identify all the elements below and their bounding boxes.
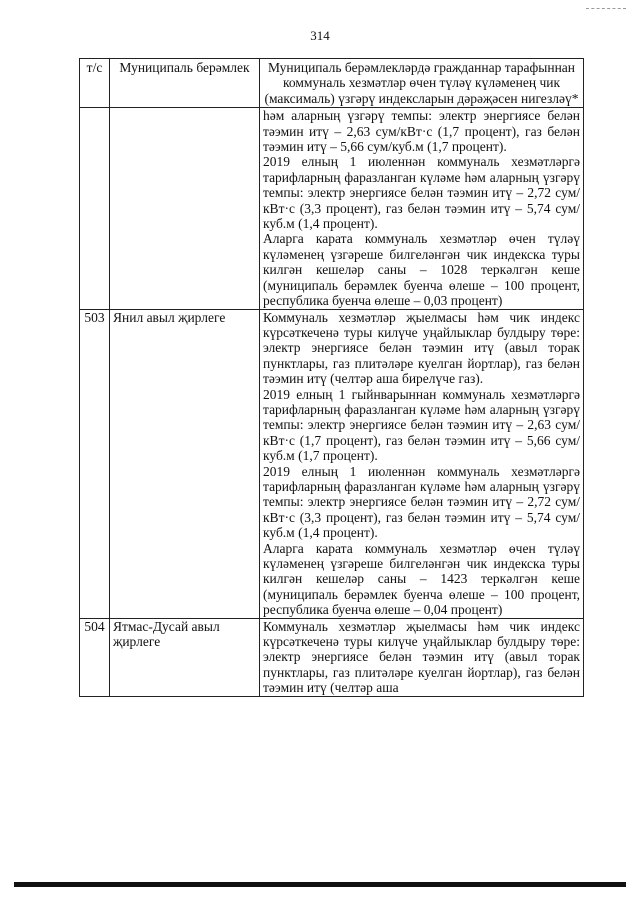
paragraph: Аларга карата коммуналь хезмәтләр өчен түләү күләменең үзгәреше билгеләнгән чик индекска туры килгән кешеләр саны – 1028 теркәлгән кеше (муниципаль берәмлек буенча өлеше – 100 процент, республика буенча өлеше – 0,03 процент) <box>263 231 580 309</box>
table-header-row <box>80 59 584 108</box>
header-num: т/с <box>80 59 110 108</box>
row-num: 503 <box>80 309 110 618</box>
paragraph: 2019 елның 1 июленнән коммуналь хезмәтләргә тарифларның фаразланган күләме һәм аларның үзгәрү темпы: электр энергиясе белән тәэмин итү – 2,72 сум/кВт·с (3,3 процент), газ белән тәэмин итү – 5,74 сум/куб.м (1,4 процент). <box>263 154 580 232</box>
paragraph: 2019 елның 1 гыйнварыннан коммуналь хезмәтләргә тарифларның фаразланган күләме һәм аларның үзгәрү темпы: электр энергиясе белән тәэмин итү – 2,63 сум/кВт·с (1,7 процент), газ белән тәэмин итү – 5,66 сум/куб.м (1,7 процент). <box>263 386 580 464</box>
paragraph: Коммуналь хезмәтләр җыелмасы һәм чик индекс күрсәткеченә туры килүче уңайлыклар булдыру төре: электр энергиясе белән тәэмин итү (авыл торак пунктлары, газ плитәләре куелган йортлар), газ белән тәэмин итү (челтәр аша бирелүче газ). <box>263 309 580 387</box>
paragraph: Коммуналь хезмәтләр җыелмасы һәм чик индекс күрсәткеченә туры килүче уңайлыклар булдыру төре: электр энергиясе белән тәэмин итү (авыл торак пунктлары, газ плитәләре куелган йортлар), газ белән тәэмин итү (челтәр аша <box>263 618 580 696</box>
paragraph: һәм аларның үзгәрү темпы: электр энергиясе белән тәэмин итү – 2,63 сум/кВт·с (1,7 процент), газ белән тәэмин итү – 5,66 сум/куб.м (1,7 процент). <box>263 108 580 155</box>
tariff-index-table <box>79 58 584 697</box>
row-description <box>260 309 584 618</box>
row-description <box>260 108 584 309</box>
row-municipality: Ятмас-Дусай авыл җирлеге <box>110 618 260 696</box>
header-indices: Муниципаль берәмлекләрдә гражданнар тарафыннан коммуналь хезмәтләр өчен түләү күләменең чик (максималь) үзгәрү индексларын дәрәҗәсен нигезләү* <box>260 59 584 108</box>
paragraph: 2019 елның 1 июленнән коммуналь хезмәтләргә тарифларның фаразланган күләме һәм аларның үзгәрү темпы: электр энергиясе белән тәэмин итү – 2,72 сум/кВт·с (3,3 процент), газ белән тәэмин итү – 5,74 сум/куб.м (1,4 процент). <box>263 463 580 541</box>
table-row <box>80 108 584 309</box>
row-municipality <box>110 108 260 309</box>
bottom-border <box>14 882 626 887</box>
page-number: 314 <box>310 28 330 43</box>
row-num: 504 <box>80 618 110 696</box>
header-municipality: Муниципаль берәмлек <box>110 59 260 108</box>
row-description <box>260 618 584 696</box>
row-municipality: Янил авыл җирлеге <box>110 309 260 618</box>
paragraph: Аларга карата коммуналь хезмәтләр өчен түләү күләменең үзгәреше билгеләнгән чик индекска туры килгән кешеләр саны – 1423 теркәлгән кеше (муниципаль берәмлек буенча өлеше – 100 процент, республика буенча өлеше – 0,04 процент) <box>263 540 580 618</box>
table-row <box>80 618 584 696</box>
scan-mark <box>586 8 626 10</box>
row-num <box>80 108 110 309</box>
table-row <box>80 309 584 618</box>
